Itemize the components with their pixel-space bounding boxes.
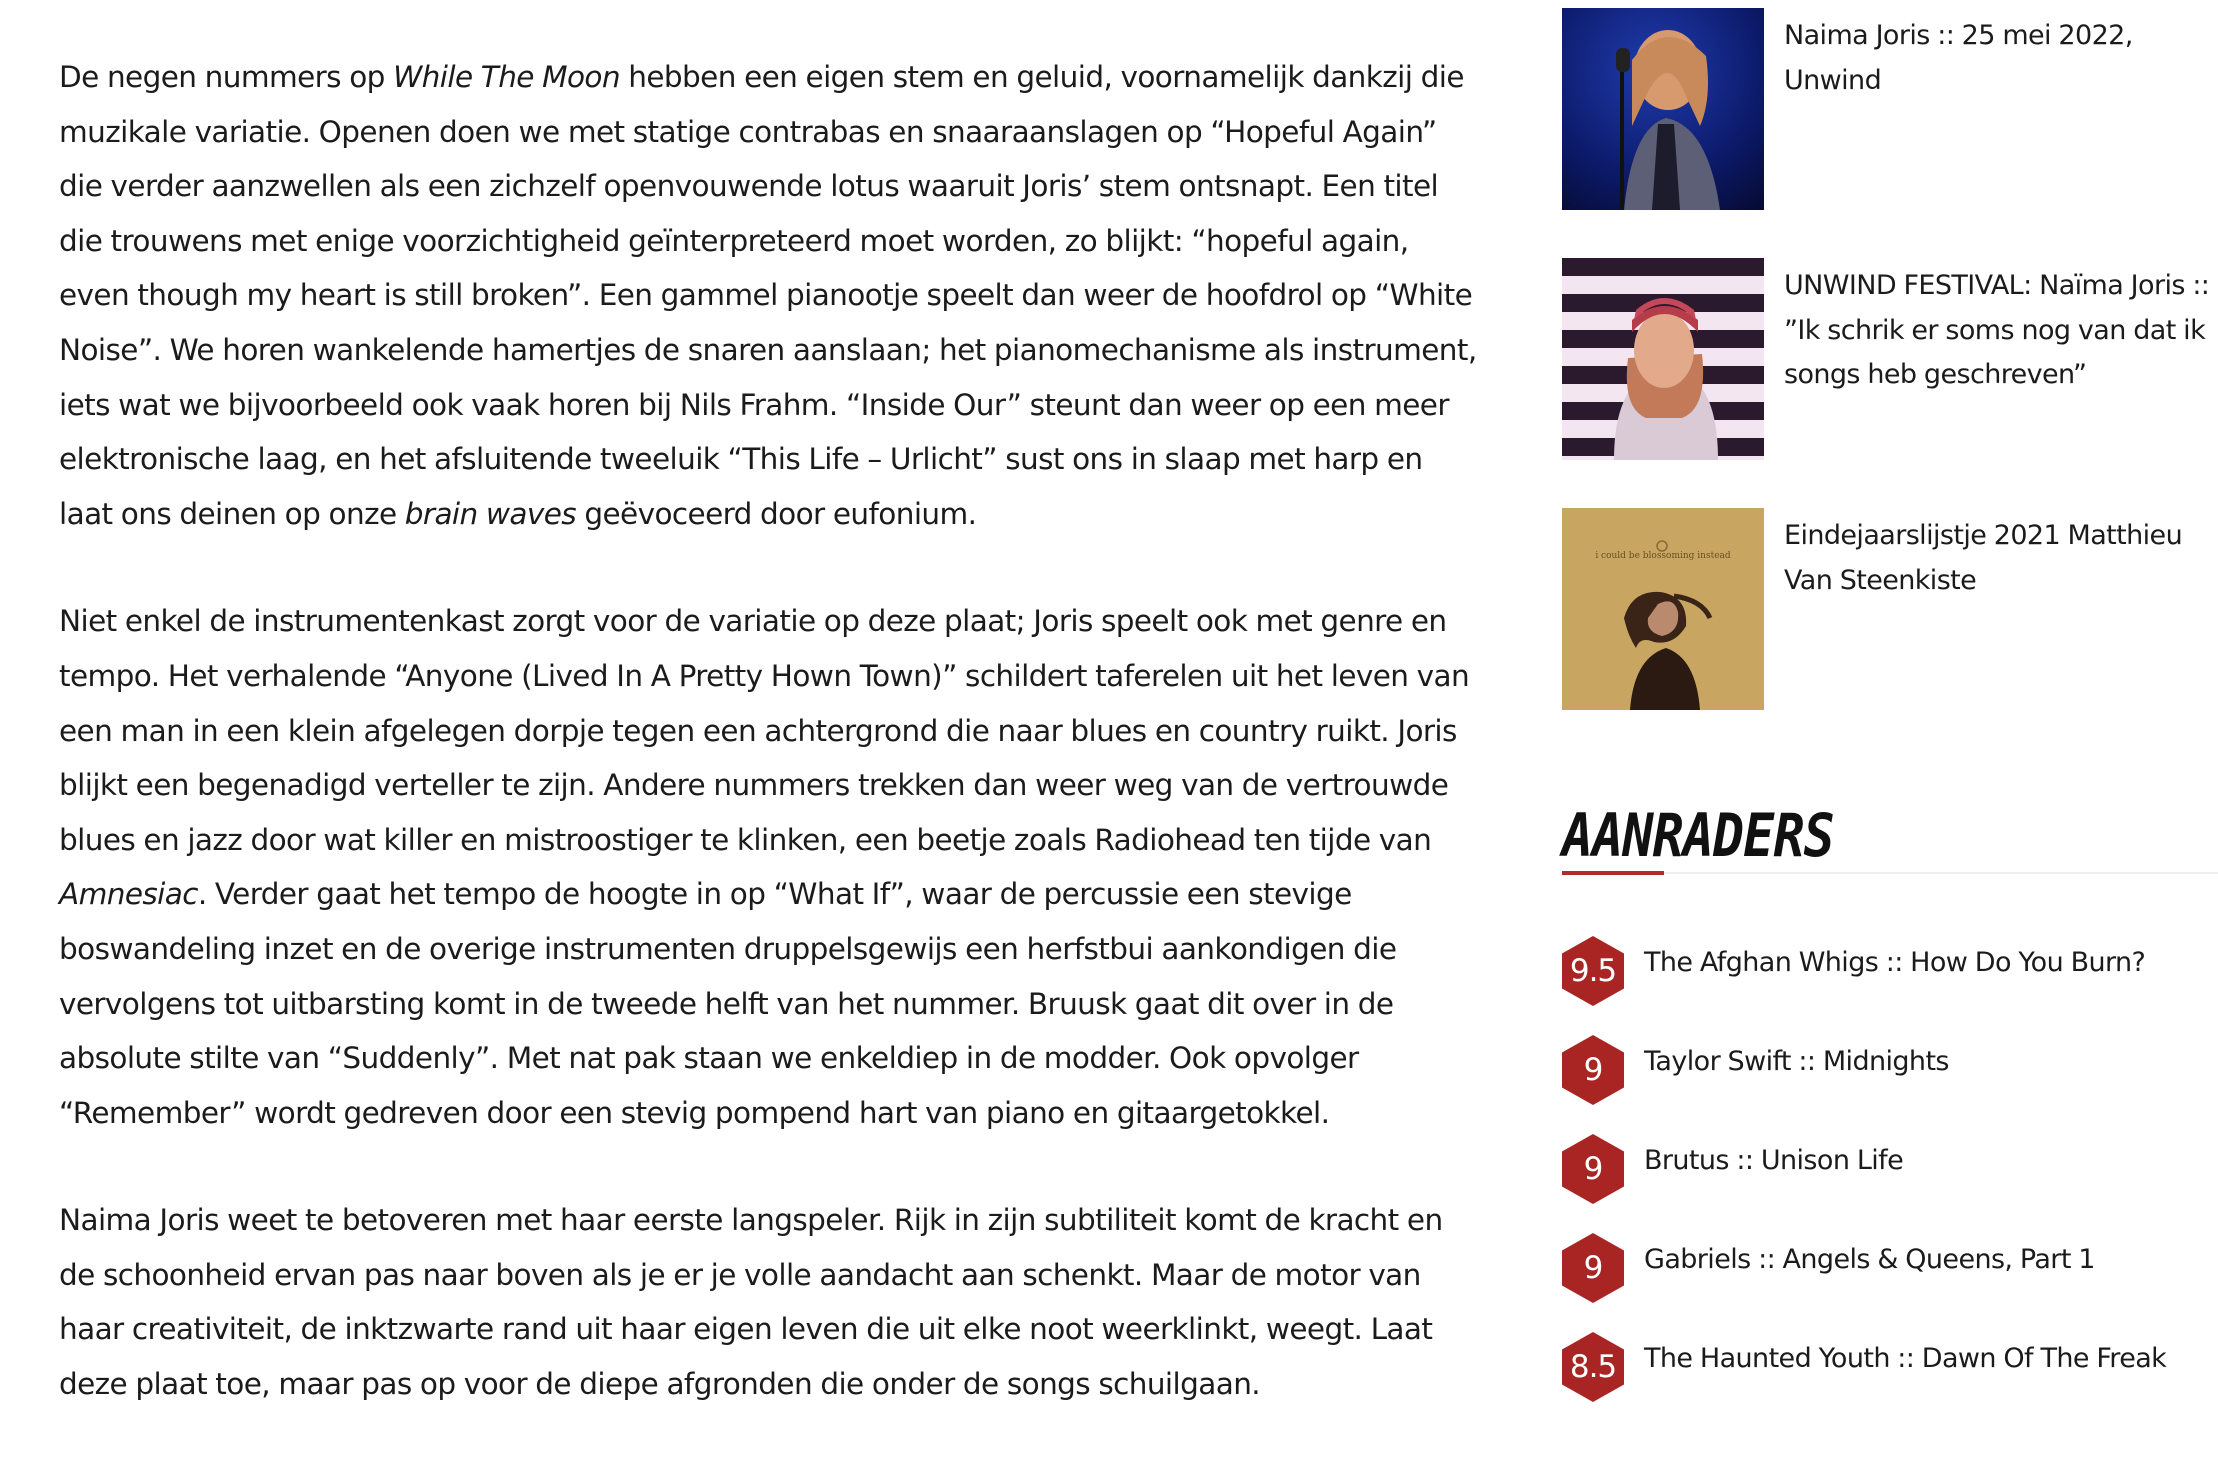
recommendation-title[interactable]: The Afghan Whigs :: How Do You Burn? <box>1644 947 2146 978</box>
recommendation-item[interactable] <box>1562 1241 2218 1311</box>
related-post-title[interactable]: Eindejaarslijstje 2021 Matthieu Van Steenkiste <box>1784 520 2183 596</box>
concert-photo-image <box>1562 8 1764 210</box>
score-badge <box>1562 936 1624 1006</box>
score-value: 9 <box>1583 1151 1603 1187</box>
article-paragraph-2: Niet enkel de instrumentenkast zorgt voor de variatie op deze plaat; Joris speelt ook met genre en tempo. Het verhalende “Anyone (Lived In A Pretty Hown Town)” schildert taferelen uit het leven van een man in een klein afgelegen dorpje tegen een achtergrond die naar blues en country ruikt. Joris blijkt een begenadigd verteller te zijn. Andere nummers trekken dan weer weg van de vertrouwde blues en jazz door wat killer en mistroostiger te klinken, een beetje zoals Radiohead ten tijde van Amnesiac. Verder gaat het tempo de hoogte in op “What If”, waar de percussie een stevige boswandeling inzet en de overige instrumenten druppelsgewijs een herfstbui aankondigen die vervolgens tot uitbarsting komt in de tweede helft van het nummer. Bruusk gaat dit over in de absolute stilte van “Suddenly”. Met nat pak staan we enkeldiep in de modder. Ook opvolger “Remember” wordt gedreven door een stevig pompend hart van piano en gitaargetokkel. <box>59 604 1470 1130</box>
recommendation-title[interactable]: Brutus :: Unison Life <box>1644 1145 1904 1176</box>
related-post-thumbnail[interactable] <box>1562 258 1764 460</box>
related-post-title[interactable]: Naima Joris :: 25 mei 2022, Unwind <box>1784 20 2133 96</box>
album-title-emphasis: While The Moon <box>393 60 620 94</box>
score-badge <box>1562 1035 1624 1105</box>
score-value: 9 <box>1583 1250 1603 1286</box>
score-value: 9.5 <box>1569 953 1617 989</box>
article-paragraph-1: De negen nummers op While The Moon hebben een eigen stem en geluid, voornamelijk dankzij die muzikale variatie. Openen doen we met statige contrabas en snaaraanslagen op “Hopeful Again” die verder aanzwellen als een zichzelf openvouwende lotus waaruit Joris’ stem ontsnapt. Een titel die trouwens met enige voorzichtigheid geïnterpreteerd moet worden, zo blijkt: “hopeful again, even though my heart is still broken”. Een gammel pianootje speelt dan weer de hoofdrol op “White Noise”. We horen wankelende hamertjes de snaren aanslaan; het pianomechanisme als instrument, iets wat we bijvoorbeeld ook vaak horen bij Nils Frahm. “Inside Our” steunt dan weer op een meer elektronische laag, en het afsluitende tweeluik “This Life – Urlicht” sust ons in slaap met harp en laat ons deinen op onze brain waves geëvoceerd door eufonium. <box>59 60 1477 531</box>
recommendation-item[interactable] <box>1562 1043 2218 1113</box>
recommendation-item[interactable] <box>1562 1142 2218 1212</box>
recommendation-title[interactable]: Gabriels :: Angels & Queens, Part 1 <box>1644 1244 2095 1275</box>
related-post-title[interactable]: UNWIND FESTIVAL: Naïma Joris :: ”Ik schrik er soms nog van dat ik songs heb geschreven” <box>1784 270 2210 390</box>
album-cover-image <box>1562 508 1764 710</box>
recommendation-item[interactable] <box>1562 1340 2218 1410</box>
article-paragraph-3: Naima Joris weet te betoveren met haar eerste langspeler. Rijk in zijn subtiliteit komt de kracht en de schoonheid ervan pas naar boven als je er je volle aandacht aan schenkt. Maar de motor van haar creativiteit, de inktzwarte rand uit haar eigen leven die uit elke noot weerklinkt, weegt. Laat deze plaat toe, maar pas op voor de diepe afgronden die onder de songs schuilgaan. <box>59 1203 1443 1402</box>
article-body <box>59 50 1479 1465</box>
score-value: 8.5 <box>1569 1349 1617 1385</box>
recommendations-heading: AANRADERS <box>1562 801 1834 871</box>
score-badge <box>1562 1332 1624 1402</box>
sidebar <box>1562 0 2218 1426</box>
amnesiac-emphasis: Amnesiac <box>59 877 198 912</box>
related-post-thumbnail[interactable] <box>1562 8 1764 210</box>
heading-accent-bar <box>1562 871 1664 875</box>
score-badge <box>1562 1233 1624 1303</box>
recommendation-title[interactable]: Taylor Swift :: Midnights <box>1644 1046 1949 1077</box>
portrait-photo-image <box>1562 258 1764 460</box>
score-value: 9 <box>1583 1052 1603 1088</box>
recommendation-item[interactable] <box>1562 944 2218 1014</box>
related-post-thumbnail[interactable] <box>1562 508 1764 710</box>
brain-waves-emphasis: brain waves <box>404 496 577 531</box>
recommendation-title[interactable]: The Haunted Youth :: Dawn Of The Freak <box>1644 1343 2167 1374</box>
album-cover-text: i could be blossoming instead <box>1595 551 1731 561</box>
score-badge <box>1562 1134 1624 1204</box>
